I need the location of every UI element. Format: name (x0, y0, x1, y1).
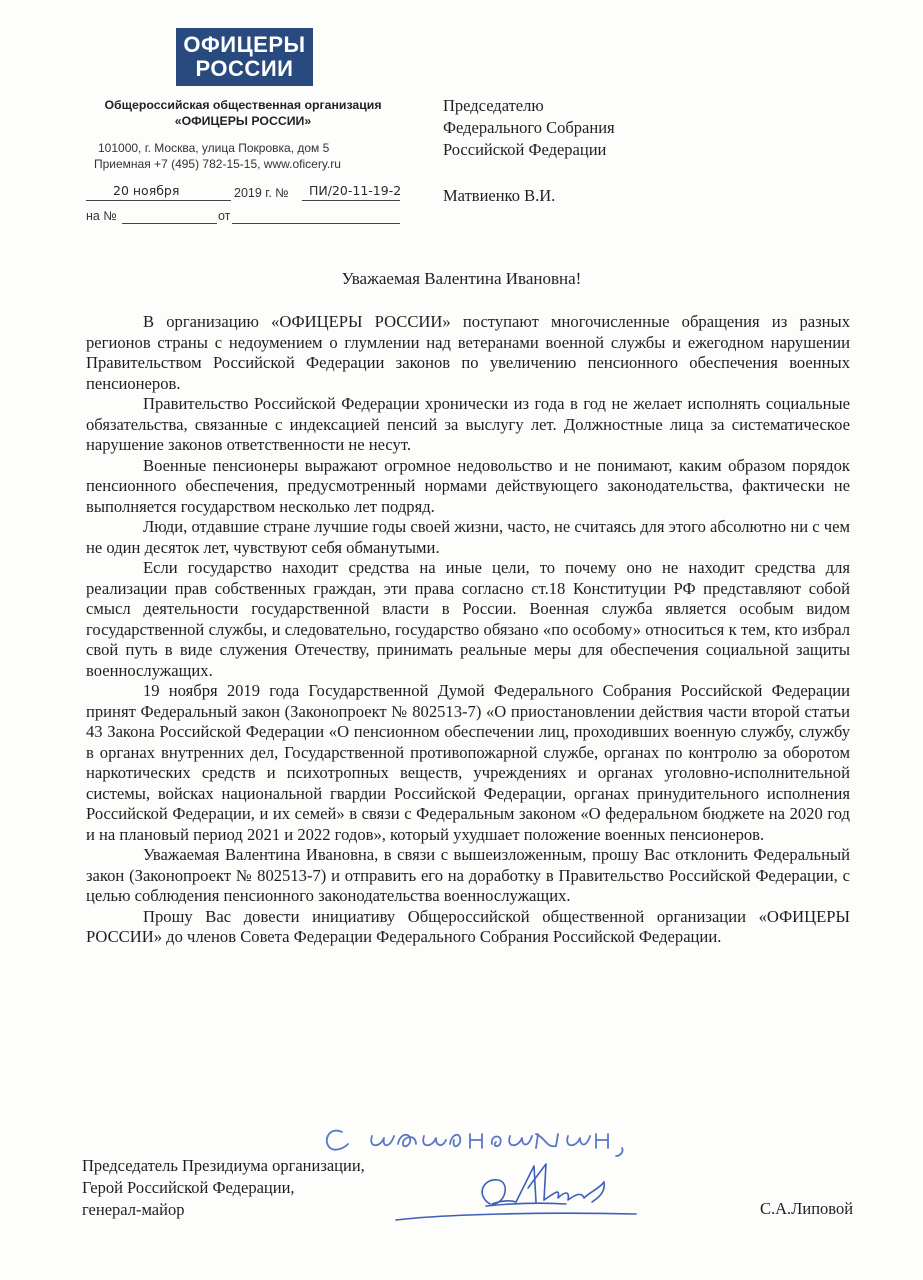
body-paragraph: Уважаемая Валентина Ивановна, в связи с вышеизложенным, прошу Вас отклонить Федеральный закон (Законопроект № 802513-7) и отправить его на доработку в Правительство Российской Федерации, с целью соблюдения пенсионного законодательства военнослужащих. (86, 845, 850, 905)
body-paragraph: Если государство находит средства на иные цели, то почему оно не находит средства для реализации прав собственных граждан, эти права согласно ст.18 Конституции РФ представляют собой смысл деятельности государственной власти в России. Военная служба является особым видом государственной службы, и следовательно, государство обязано «по особому» относиться к тем, кто избрал свой путь в виде служения Отечеству, принимать реальные меры для обеспечения социальной защиты военнослужащих. (86, 558, 850, 680)
year-number-label: 2019 г. № (234, 186, 289, 200)
body-paragraph: 19 ноября 2019 года Государственной Думой Федерального Собрания Российской Федерации принят Федеральный закон (Законопроект № 802513-7) «О приостановлении действия части второй статьи 43 Закона Российской Федерации «О пенсионном обеспечении лиц, проходивших военную службу, службу в органах внутренних дел, Государственной противопожарной службе, органах по контролю за оборотом наркотических средств и психотропных веществ, учреждениях и органах уголовно-исполнительной системы, войсках национальной гвардии Российской Федерации, органах принудительного исполнения Российской Федерации, и их семей» в связи с Федеральным законом «О федеральном бюджете на 2020 год и на плановый период 2021 и 2022 годов», который ухудшает положение военных пенсионеров. (86, 681, 850, 844)
address-line-2: Приемная +7 (495) 782-15-15, www.oficery.ru (94, 157, 341, 171)
addressee-line-1: Председателю (443, 96, 544, 115)
addressee-line-3: Российской Федерации (443, 140, 607, 159)
addressee-name: Матвиенко В.И. (443, 186, 556, 205)
addressee-block (443, 95, 743, 207)
addressee-line-2: Федерального Собрания (443, 118, 615, 137)
salutation: Уважаемая Валентина Ивановна! (341, 269, 582, 288)
logo-line-2: РОССИИ (195, 56, 294, 81)
reference-underline (122, 223, 217, 224)
outgoing-date: 20 ноября (113, 183, 180, 198)
signer-title-1: Председатель Президиума организации, (82, 1156, 365, 1175)
org-line-2: «ОФИЦЕРЫ РОССИИ» (174, 114, 312, 128)
logo-line-1: ОФИЦЕРЫ (183, 32, 306, 57)
from-underline (232, 223, 400, 224)
organization-address (94, 140, 394, 172)
handwritten-signature (386, 1158, 646, 1228)
organization-logo (176, 28, 313, 86)
from-label: от (218, 209, 231, 223)
handwritten-closing (320, 1118, 680, 1158)
date-underline (86, 200, 231, 201)
signer-title-2: Герой Российской Федерации, (82, 1178, 295, 1197)
signer-block (82, 1155, 365, 1221)
body-paragraph: Военные пенсионеры выражают огромное недовольство и не понимают, каким образом порядок пенсионного обеспечения, предусмотренный нормами действующего законодательства, фактически не выполняется государством несколько лет подряд. (86, 455, 850, 516)
number-underline (302, 200, 400, 201)
address-line-1: 101000, г. Москва, улица Покровка, дом 5 (98, 141, 330, 155)
signer-name: С.А.Липовой (760, 1199, 854, 1218)
body-paragraph: Прошу Вас довести инициативу Общероссийской общественной организации «ОФИЦЕРЫ РОССИИ» до членов Совета Федерации Федерального Собрания Российской Федерации. (86, 906, 850, 946)
reference-label: на № (86, 209, 117, 223)
letter-body (86, 312, 850, 948)
organization-name (84, 97, 402, 129)
signer-title-3: генерал-майор (82, 1200, 185, 1219)
outgoing-number: ПИ/20-11-19-2 (309, 183, 402, 198)
body-paragraph: Правительство Российской Федерации хронически из года в год не желает исполнять социальные обязательства, связанные с индексацией пенсий за выслугу лет. Должностные лица за систематическое нарушение законов ответственности не несут. (86, 394, 850, 454)
org-line-1: Общероссийская общественная организация (104, 98, 382, 112)
body-paragraph: Люди, отдавшие стране лучшие годы своей жизни, часто, не считаясь для этого абсолютно ни с чем не один десяток лет, чувствуют себя обманутыми. (86, 517, 850, 557)
body-paragraph: В организацию «ОФИЦЕРЫ РОССИИ» поступают многочисленные обращения из разных регионов страны с недоумением о глумлении над ветеранами военной службы и ежегодном нарушении Правительством Российской Федерации законов по увеличению пенсионного обеспечения военных пенсионеров. (86, 312, 850, 393)
